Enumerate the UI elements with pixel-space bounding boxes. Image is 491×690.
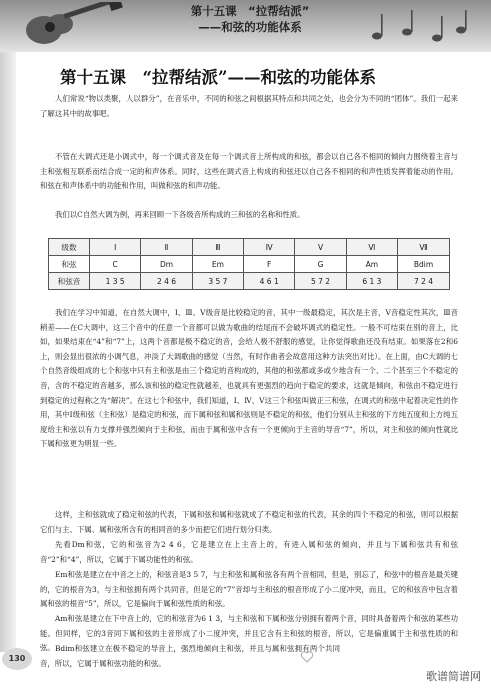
paragraph: Em和弦是建立在中音之上的，和弦音是3 5 7，与主和弦和属和弦各有两个音相同，但是，别忘了，和弦中的根音是最关键的，它的根音为3，与主和弦拥有两个共同音，但是它的“7”音却与主和弦的根音形成了小二度冲突，而且，它的和弦音中包含着属和弦的根音“5”，所以，它是偏向于属和弦性质的和弦。 (40, 570, 458, 609)
paragraph: 我们以C自然大调为例，再来回顾一下各级音所构成的三和弦的名称和性质。 (55, 210, 305, 219)
music-notes-icon (363, 6, 473, 46)
table-cell: Ⅱ (141, 239, 192, 256)
paragraph: 人们常说“物以类聚，人以群分”，在音乐中，不同的和弦之间根据其特点和共同之处，也会分为不同的“团体”。我们一起来了解这其中的故事吧。 (40, 94, 458, 118)
table-cell: Ⅰ (90, 239, 141, 256)
paragraph: 这样，主和弦就成了稳定和弦的代表，下属和弦和属和弦就成了不稳定和弦的代表，其余的四个不稳定的和弦，则可以根据它们与主、下属、属和弦所含有的相同音的多少而把它们进行划分归类。 (40, 510, 458, 534)
guitar-icon (14, 2, 124, 48)
table-row (49, 239, 450, 256)
table-cell: 2 4 6 (141, 273, 192, 290)
table-cell: 1 3 5 (90, 273, 141, 290)
banner-subtitle: ——和弦的功能体系 (198, 20, 302, 34)
page-number: 130 (2, 648, 32, 670)
table-cell: Am (346, 256, 397, 273)
paragraph: Am和弦是建立在下中音上的，它的和弦音为6 1 3，与主和弦和下属和弦分别拥有着两个音，同时具备着两个和弦的某些功能。但同样，它的3音同下属和弦的主音形成了小二度冲突，并且它含有主和弦的根音，所以，它是偏重属于主和弦性质的和弦。 (40, 614, 458, 653)
side-bar (0, 52, 16, 652)
table-cell: 7 2 4 (398, 273, 450, 290)
row-label: 和弦音 (49, 273, 90, 290)
table-row (49, 256, 450, 273)
table-cell: C (90, 256, 141, 273)
banner-title: 第十五课 “拉帮结派” (190, 4, 310, 18)
chord-table (48, 238, 450, 290)
lesson-title: 第十五课 “拉帮结派”——和弦的功能体系 (60, 68, 376, 87)
table-cell: 5 7 2 (295, 273, 346, 290)
paragraph: 先看Dm和弦，它的和弦音为2 4 6，它是建立在上主音上的，有进入属和弦的倾向，并且与下属和弦共有和弦音“2”和“4”，所以，它属于下属功能性的和弦。 (40, 540, 458, 564)
table-cell: Bdim (398, 256, 450, 273)
table-cell: Ⅳ (244, 239, 295, 256)
row-label: 和弦 (49, 256, 90, 273)
row-label: 级数 (49, 239, 90, 256)
header-banner (0, 0, 491, 52)
heart-icon (300, 650, 314, 664)
table-cell: Ⅴ (295, 239, 346, 256)
table-cell: 4 6 1 (244, 273, 295, 290)
table-cell: Ⅶ (398, 239, 450, 256)
paragraph: 不管在大调式还是小调式中，每一个调式音及在每一个调式音上所构成的和弦，都会以自己各不相同的倾向力围绕着主音与主和弦相互联系而结合成一定的和声体系。同时，这些在调式音上构成的和弦还以自己各不相同的和声性质发挥着能动的作用。和弦在和声体系中的功能和作用，叫做和弦的和声功能。 (40, 152, 458, 191)
table-cell: G (295, 256, 346, 273)
table-cell: Em (192, 256, 243, 273)
table-cell: 6 1 3 (346, 273, 397, 290)
table-cell: 3 5 7 (192, 273, 243, 290)
table-cell: Ⅵ (346, 239, 397, 256)
paragraph: 我们在学习中知道，在自然大调中，Ⅰ、Ⅲ、Ⅴ级音是比较稳定的音，其中一级最稳定，其次是主音，Ⅴ音稳定性其次，Ⅲ音稍差——在C大调中，这三个音中的任意一个音都可以做为歌曲的结尾而不会破坏调式的稳定性。一般不可结束在别的音上，比如，如果结束在“4”和“7”上，这两个音都是极不稳定的音，会给人极不舒服的感觉，让你觉得歌曲还没有结束。如果落在2和6上，则会显出很浓的小调气息，冲淡了大调歌曲的感觉（当然，有时作曲者会故意用这种方法突出对比）。在上面，由C大调的七个自然音级组成的七个和弦中只有主和弦是由三个稳定的音构成的，其他的和弦都或多或少地含有一个、二个甚至三个不稳定的音，含的不稳定的音越多，那么该和弦的稳定性就越差，也就具有更强烈的趋向于稳定的要求，这就是倾向，和弦由不稳定进行到稳定的过程称之为“解决”。在这七个和弦中，我们知道，Ⅰ、Ⅳ、Ⅴ这三个和弦叫做正三和弦，在调式的和弦中起着决定性的作用，其中Ⅰ级和弦（主和弦）是稳定的和弦，而下属和弦和属和弦则是不稳定的和弦，他们分别从主和弦的下方纯五度和上方纯五度给主和弦以有力支撑并强烈倾向于主和弦，而由于属和弦中含有一个更倾向于主音的导音“7”，所以，对主和弦的倾向性就比下属和弦更为明显一些。 (40, 308, 458, 449)
site-watermark: 歌谱简谱网 (426, 670, 481, 683)
table-cell: Dm (141, 256, 192, 273)
paragraph: Bdim和弦建立在极不稳定的导音上，强烈地倾向主和弦，并且与属和弦拥有两个共同音，所以，它属于属和弦功能的和弦。 (40, 644, 340, 668)
table-row (49, 273, 450, 290)
table-cell: F (244, 256, 295, 273)
table-cell: Ⅲ (192, 239, 243, 256)
